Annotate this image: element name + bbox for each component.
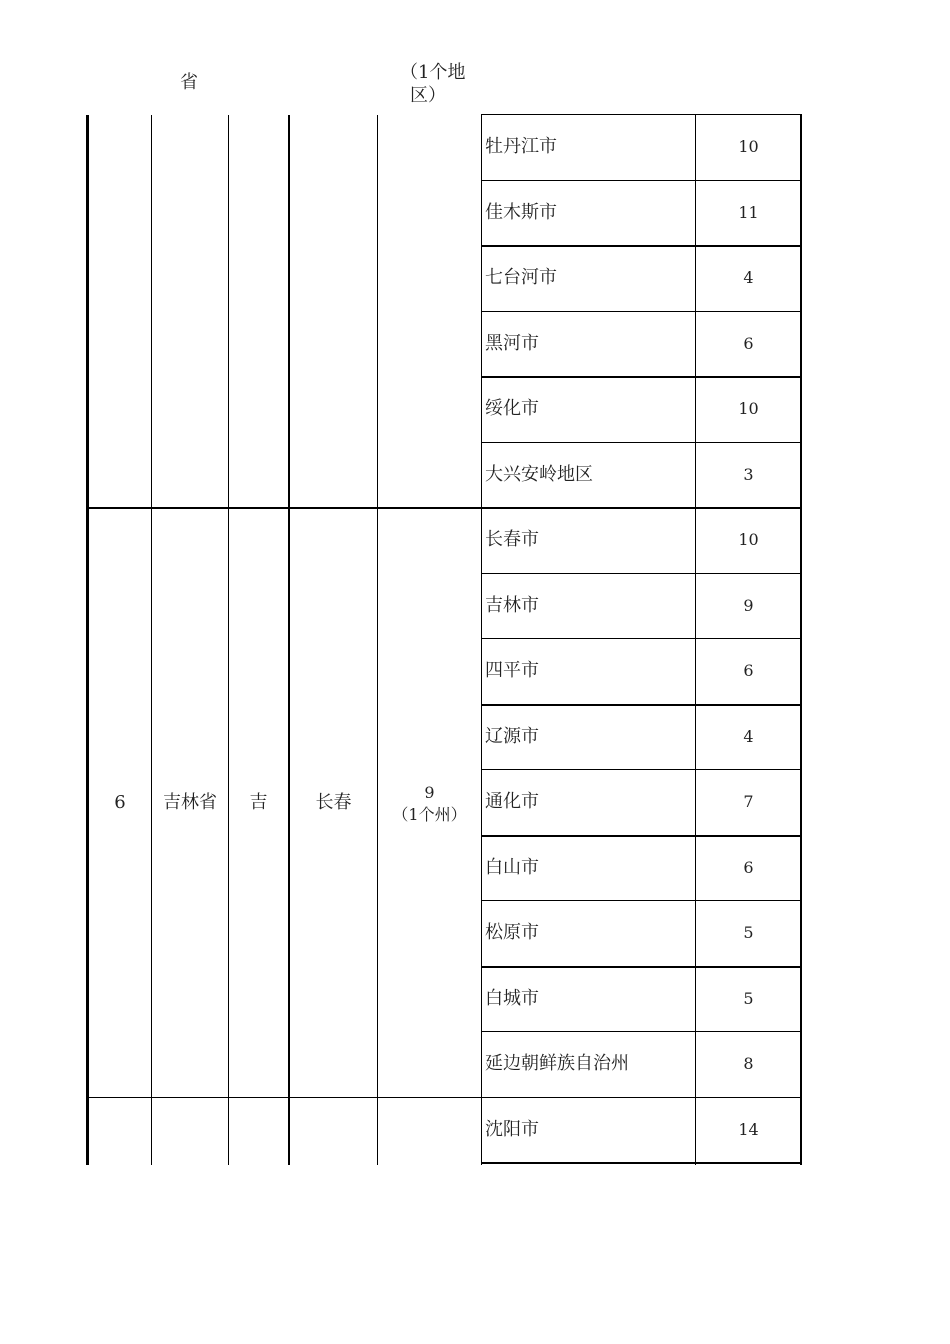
city-name: 松原市	[485, 922, 539, 943]
city-name: 牡丹江市	[485, 136, 557, 157]
table-row	[481, 574, 801, 639]
city-count: 6	[743, 334, 754, 353]
city-count: 9	[743, 596, 754, 615]
city-name: 长春市	[485, 529, 539, 550]
count-note-line2: 区）	[410, 85, 446, 106]
city-name: 绥化市	[485, 398, 539, 419]
province-index: 6	[114, 792, 126, 813]
table-row	[481, 1032, 801, 1097]
col-divider	[228, 115, 229, 1165]
col-divider	[288, 115, 290, 1165]
count-note-line1: （1个地	[400, 62, 466, 83]
table-row	[481, 967, 801, 1032]
table-row	[481, 377, 801, 442]
province-count-cell	[378, 782, 481, 826]
city-count: 4	[743, 727, 754, 746]
city-count: 4	[743, 268, 754, 287]
province-name: 吉林省	[163, 792, 217, 813]
table-row	[481, 836, 801, 901]
table-row	[481, 639, 801, 704]
table-row	[481, 1098, 801, 1163]
city-name: 大兴安岭地区	[485, 464, 593, 485]
city-count: 5	[743, 989, 754, 1008]
city-name: 白城市	[485, 988, 539, 1009]
city-name: 辽源市	[485, 726, 539, 747]
table-row	[481, 508, 801, 573]
city-count: 10	[738, 530, 759, 549]
city-name: 通化市	[485, 791, 539, 812]
city-count: 6	[743, 858, 754, 877]
city-name: 沈阳市	[485, 1119, 539, 1140]
city-count: 3	[743, 465, 754, 484]
province-capital: 长春	[315, 792, 352, 813]
table-row	[481, 312, 801, 377]
city-count: 11	[738, 203, 759, 222]
city-name: 黑河市	[485, 333, 539, 354]
province-separator	[86, 1097, 482, 1098]
table-row	[481, 181, 801, 246]
table-row	[481, 705, 801, 770]
province-count: 9	[424, 783, 435, 802]
city-name: 佳木斯市	[485, 202, 557, 223]
city-count: 10	[738, 399, 759, 418]
table-row	[481, 115, 801, 180]
province-header-fragment: 省	[180, 72, 198, 93]
province-abbr: 吉	[249, 792, 268, 813]
table-row	[481, 770, 801, 835]
city-count: 6	[743, 661, 754, 680]
city-name: 四平市	[485, 660, 539, 681]
col-divider	[377, 115, 378, 1165]
table-row	[481, 901, 801, 966]
city-name: 延边朝鲜族自治州	[485, 1053, 629, 1074]
province-separator	[86, 507, 482, 509]
city-name: 七台河市	[485, 267, 557, 288]
city-name: 白山市	[485, 857, 539, 878]
city-name: 吉林市	[485, 595, 539, 616]
table-row	[481, 443, 801, 508]
city-count: 8	[743, 1054, 754, 1073]
col-divider	[151, 115, 152, 1165]
table-left-border	[86, 115, 89, 1165]
city-count: 7	[743, 792, 754, 811]
city-count: 14	[738, 1120, 759, 1139]
city-count: 5	[743, 923, 754, 942]
table-row	[481, 246, 801, 311]
city-count: 10	[738, 137, 759, 156]
province-count-note: （1个州）	[392, 805, 467, 824]
